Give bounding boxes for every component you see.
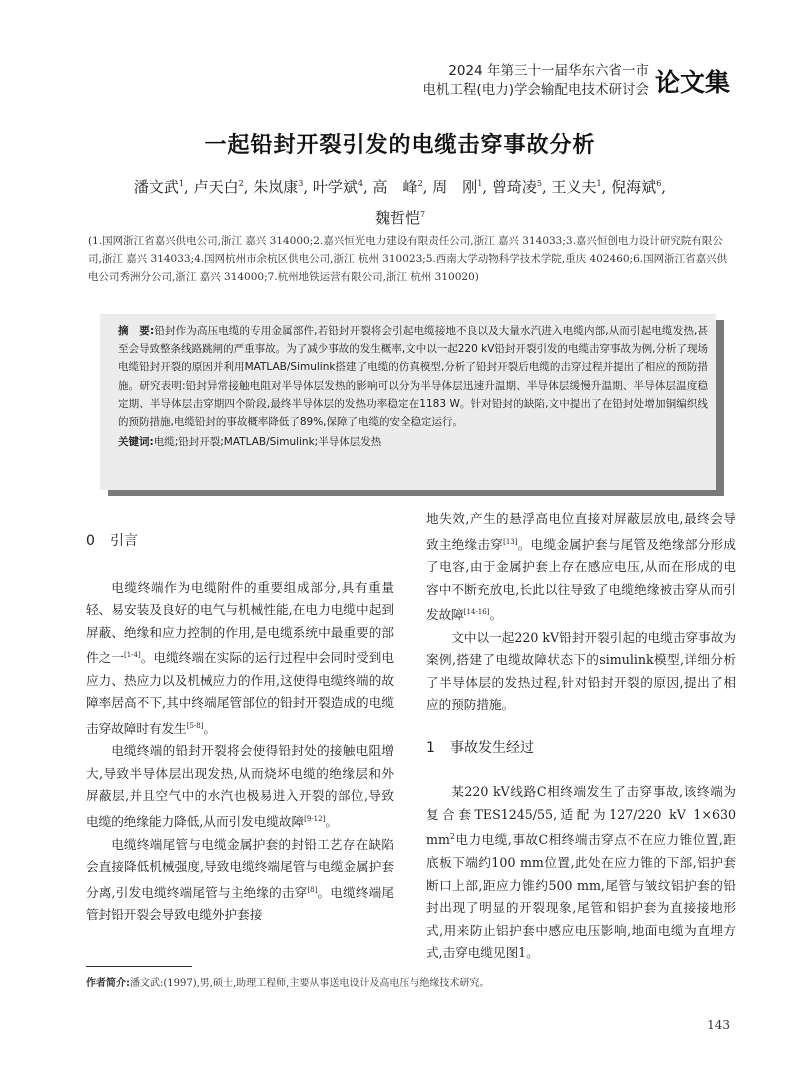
keywords-text: 电缆;铅封开裂;MATLAB/Simulink;半导体层发热 [153,436,382,449]
paragraph: 某220 kV线路C相终端发生了击穿事故,该终端为复合套TES1245/55,适配为127/220 kV 1×630 $mm^2$电力电缆,事故C相终端击穿点不在应力锥位置,距底板下端约100 mm位置,此处在应力锥的下部,铝护套断口上部,距应力锥约500 mm,尾管与皱纹铝护套的铅封出现了明显的开裂现象,尾管和铝护套为直接接地形式,用来防止铝护套中感应电压影响,地面电缆为直埋方式,击穿电缆见图1。 [426,784,736,961]
author-list: 潘文武$^1$, 卢天白$^2$, 朱岚康$^3$, 叶学斌$^4$, 高 峰$^2$, 周 刚$^1$, 曾琦凌$^5$, 王义夫$^1$, 倪海斌$^6$, 魏哲恺$^7$ [133,178,667,227]
paragraph: 文中以一起220 kV铅封开裂引起的电缆击穿事故为案例,搭建了电缆故障状态下的simulink模型,详细分析了半导体层的发热过程,针对铅封开裂的原因,提出了相应的预防措施。 [426,629,736,713]
abstract-text: 铅封作为高压电缆的专用金属部件,若铅封开裂将会引起电缆接地不良以及大量水汽进入电缆内部,从而引起电缆发热,甚至会导致整条线路跳闸的严重事故。为了减少事故的发生概率,文中以一起220 kV铅封开裂引发的电缆击穿事故为例,分析了现场电缆铅封开裂的原因并利用MATLAB/Simulink搭建了电缆的仿真模型,分析了铅封开裂后电缆的击穿过程并提出了相应的预防措施。研究表明:铅封异常接触电阻对半导体层发热的影响可以分为半导体层迅速升温期、半导体层缓慢升温期、半导体层温度稳定期、半导体层击穿期四个阶段,最终半导体层的发热功率稳定在1183 W。针对铅封的缺陷,文中提出了在铅封处增加铜编织线的预防措施,电缆铅封的事故概率降低了89%,保障了电缆的安全稳定运行。 [118,325,709,429]
author: 朱岚康$^3$ [253,178,304,196]
header-line-2: 电机工程(电力)学会输配电技术研讨会 [422,82,649,98]
paragraph: 电缆终端尾管与电缆金属护套的封铅工艺存在缺陷会直接降低机械强度,导致电缆终端尾管与电缆金属护套分离,引发电缆终端尾管与主绝缘的击穿[8]。电缆终端尾管封铅开裂会导致电缆外护套接 [86,836,394,923]
paragraph: 电缆终端的铅封开裂将会使得铅封处的接触电阻增大,导致半导体层出现发热,从而烧坏电缆的绝缘层和外屏蔽层,并且空气中的水汽也极易进入开裂的部位,导致电缆的绝缘能力降低,从而引发电缆故障[9-12]。 [86,743,394,830]
right-column [426,508,736,965]
author: 魏哲恺$^7$ [374,209,426,227]
citation: [8] [307,885,318,894]
citation: [5-8] [186,721,204,730]
keywords [118,433,708,451]
header-lines [422,62,649,100]
section-heading-1: 1 事故发生经过 [426,739,534,756]
citation: [1-4] [124,651,141,659]
citation: [13] [503,537,518,546]
abstract-body [118,322,708,431]
proceedings-header [422,62,730,100]
author: 潘文武$^1$ [133,178,185,196]
abstract-label: 摘 要: [118,325,155,337]
author: 王义夫$^1$ [551,178,602,196]
author-bio-footnote: 作者简介:潘文武:(1997),男,硕士,助理工程师,主要从事送电设计及高电压与绝缘技术研究。 [86,978,490,989]
author: 叶学斌$^4$ [312,178,363,196]
left-column [86,510,394,927]
citation: [14-16] [463,608,490,617]
footnote-rule [86,966,192,967]
paper-title: 一起铅封开裂引发的电缆击穿事故分析 [204,133,596,158]
author: 高 峰$^2$ [372,178,423,196]
header-line-1: 2024 年第三十一届华东六省一市 [448,63,649,79]
abstract [118,322,708,451]
keywords-label: 关键词: [118,436,154,449]
citation: [9-12] [304,814,326,823]
author: 曾琦凌$^5$ [491,178,542,196]
paragraph: 电缆终端作为电缆附件的重要组成部分,具有重量轻、易安装及良好的电气与机械性能,在电力电缆中起到屏蔽、绝缘和应力控制的作用,是电缆系统中最重要的部件之一[1-4]。电缆终端在实际的运行过程中会同时受到电应力、热应力以及机械应力的作用,这使得电缆终端的故障率居高不下,其中终端尾管部位的铅封开裂造成的电缆击穿故障时有发生[5-8]。 [86,579,395,736]
page-number: 143 [707,1018,730,1032]
paragraph: 地失效,产生的悬浮高电位直接对屏蔽层放电,最终会导致主绝缘击穿[13]。电缆金属护套与尾管及绝缘部分形成了电容,由于金属护套上存在感应电压,从而在形成的电容中不断充放电,长此以往导致了电缆绝缘被击穿从而引发故障[14-16]。 [426,511,737,623]
header-collection-label: 论文集 [654,68,730,97]
section-heading-0: 0 引言 [86,533,138,549]
author: 卢天白$^2$ [193,178,244,196]
author: 倪海斌$^6$ [611,178,662,196]
affiliations: (1.国网浙江省嘉兴供电公司,浙江 嘉兴 314000;2.嘉兴恒光电力建设有限责任公司,浙江 嘉兴 314033;3.嘉兴恒创电力设计研究院有限公司,浙江 嘉兴 314033;4.国网杭州市余杭区供电公司,浙江 杭州 310023;5.西南大学动物科学技术学院,重庆 402460;6.国网浙江省嘉兴供电公司秀洲分公司,浙江 嘉兴 314000;7.杭州地铁运营有限公司,浙江 杭州 310020) [88,235,728,283]
author: 周 刚$^1$ [432,178,483,196]
